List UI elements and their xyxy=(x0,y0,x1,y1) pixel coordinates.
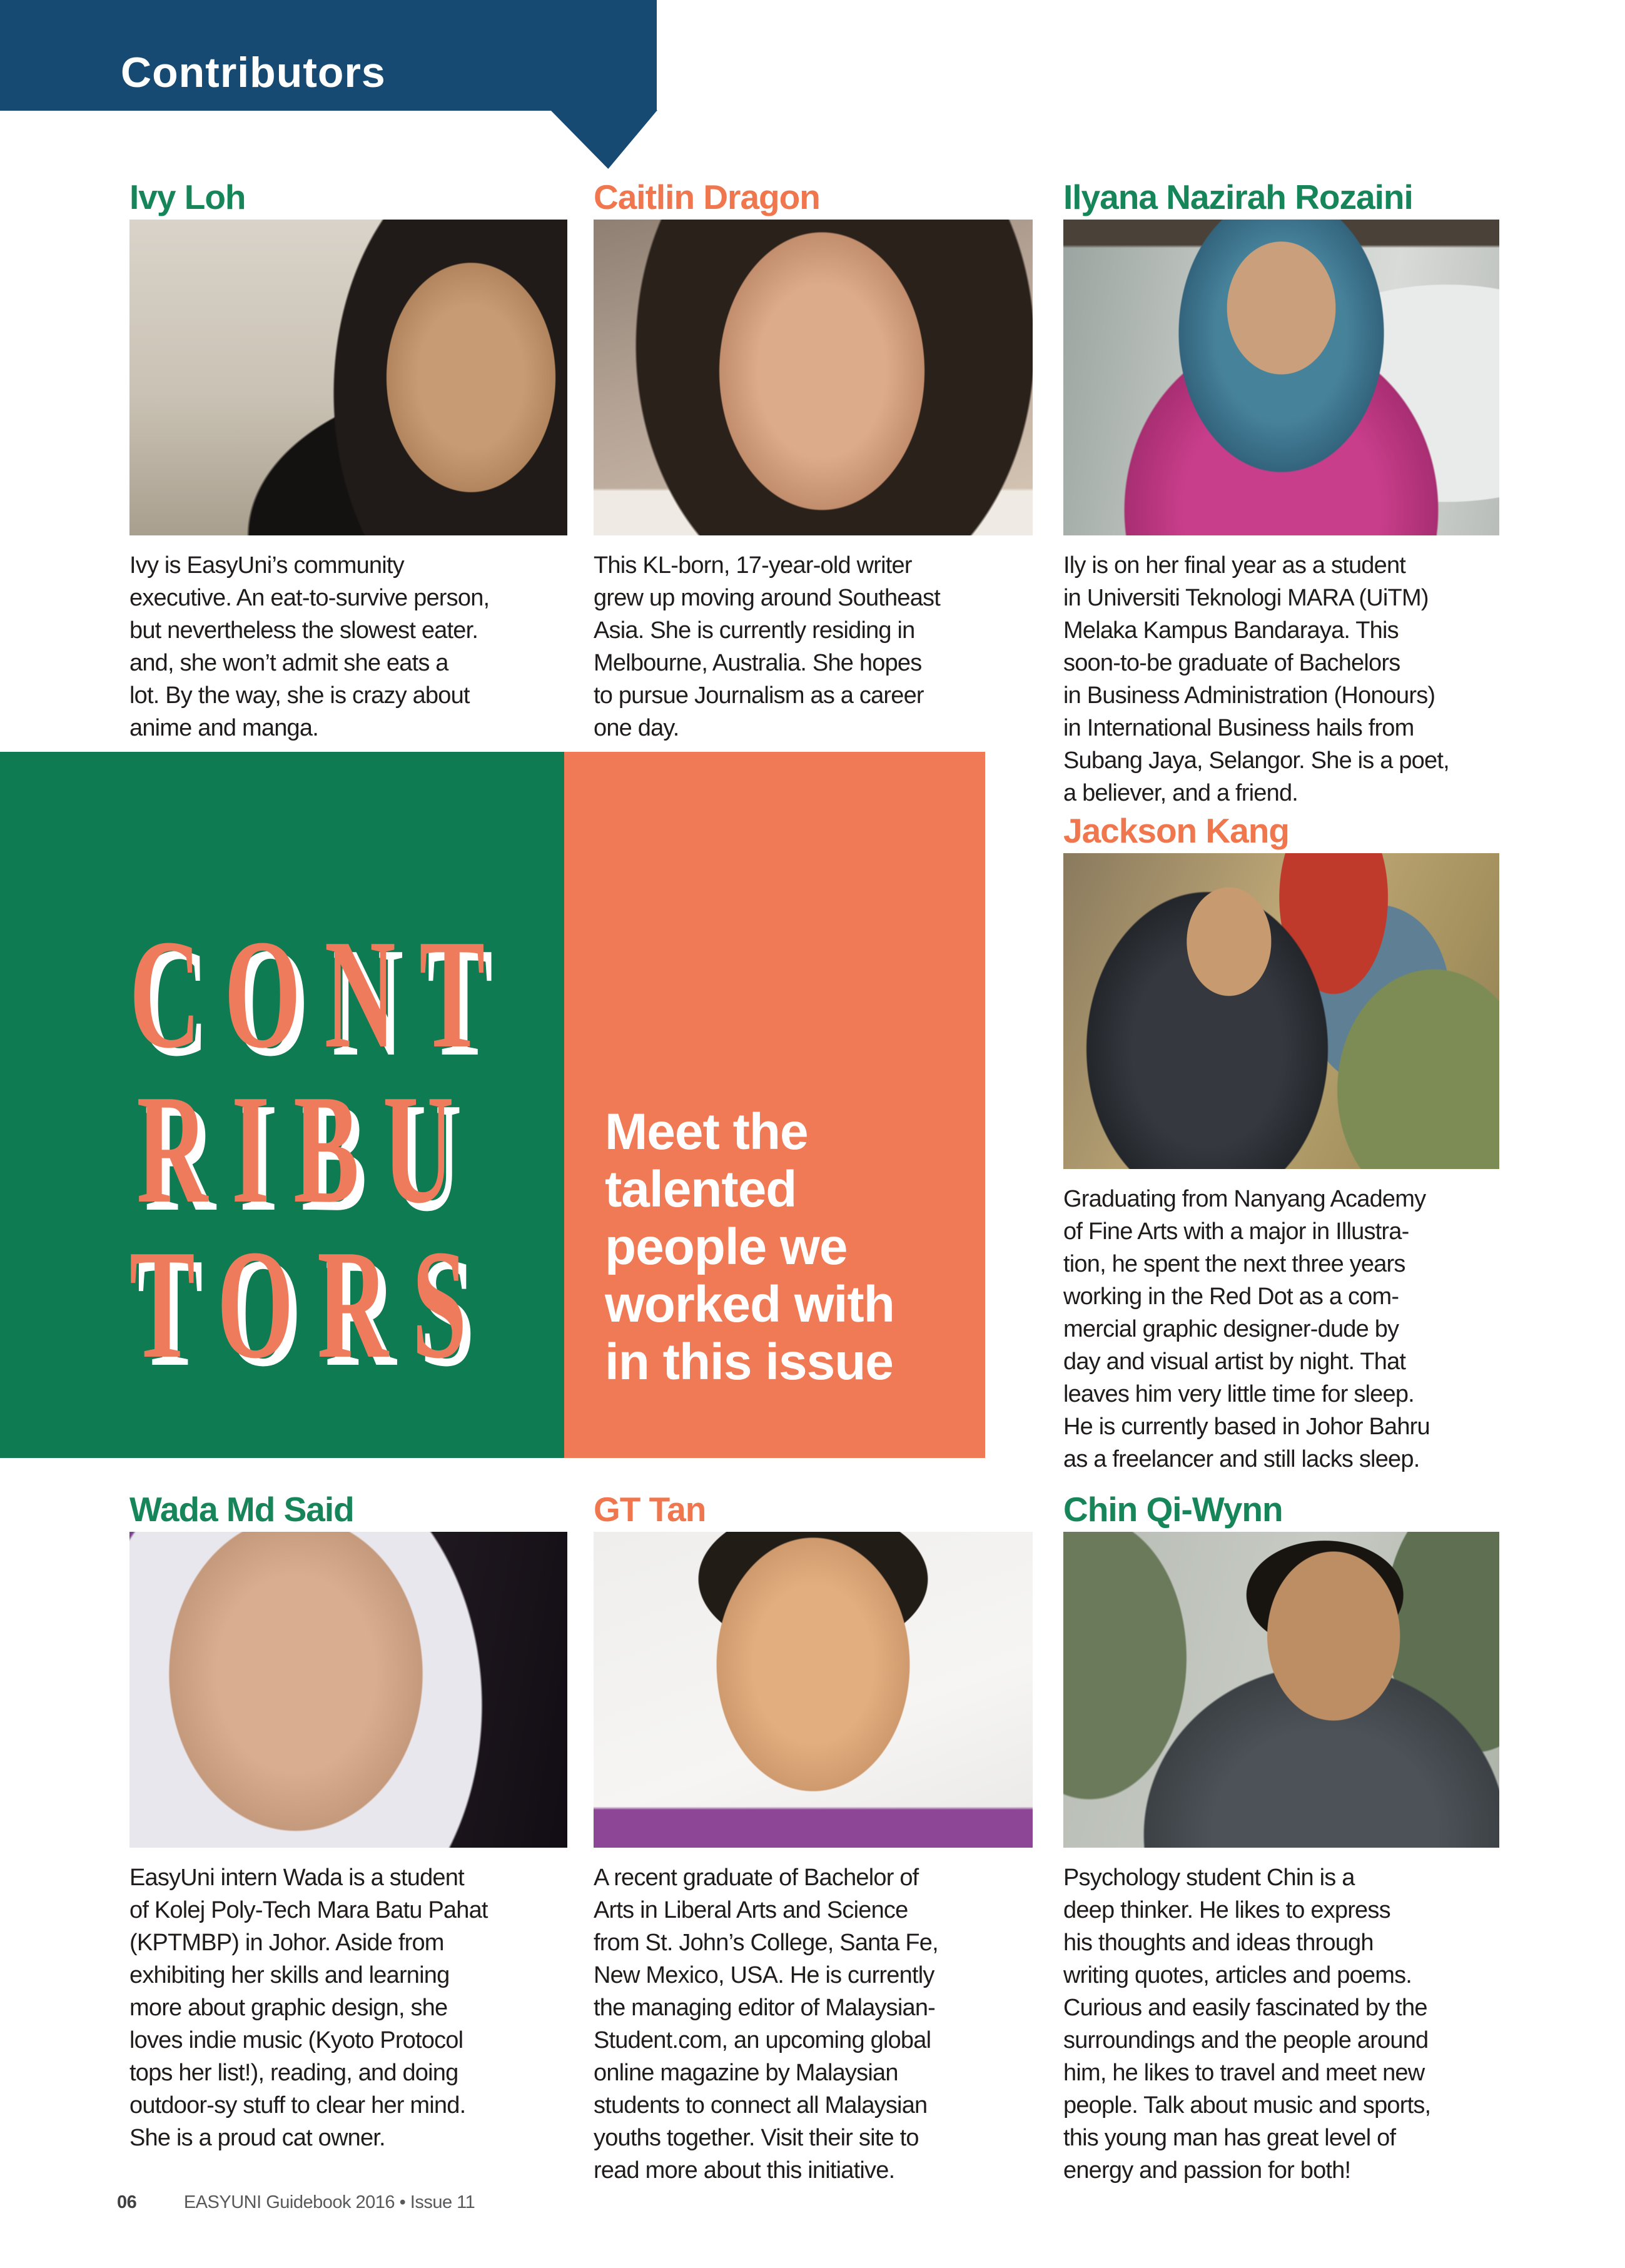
bio-line: Arts in Liberal Arts and Science xyxy=(594,1897,908,1923)
bio-line: Student.com, an upcoming global xyxy=(594,2027,931,2053)
bio-line: tops her list!), reading, and doing xyxy=(129,2060,458,2086)
bio-line: from St. John’s College, Santa Fe, xyxy=(594,1930,938,1956)
bio-line: tion, he spent the next three years xyxy=(1063,1251,1405,1277)
bio-line: his thoughts and ideas through xyxy=(1063,1930,1374,1956)
contributor-name: GT Tan xyxy=(594,1490,706,1529)
bio-line: executive. An eat-to-survive person, xyxy=(129,585,490,611)
bio-line: online magazine by Malaysian xyxy=(594,2060,898,2086)
contributor-photo xyxy=(1063,853,1499,1169)
bio-line: writing quotes, articles and poems. xyxy=(1063,1962,1412,1988)
footer-text: EASYUNI Guidebook 2016 • Issue 11 xyxy=(183,2192,475,2212)
bio-line: This KL-born, 17-year-old writer xyxy=(594,552,912,579)
bio-line: She is a proud cat owner. xyxy=(129,2125,385,2151)
bio-line: but nevertheless the slowest eater. xyxy=(129,617,478,644)
bio-line: this young man has great level of xyxy=(1063,2125,1396,2151)
bio-line: and, she won’t admit she eats a xyxy=(129,650,448,676)
bio-line: as a freelancer and still lacks sleep. xyxy=(1063,1446,1420,1472)
wordmark-row: TORS xyxy=(129,1218,491,1391)
contributor-card-ivy-loh xyxy=(129,180,567,744)
bio-line: Melaka Kampus Bandaraya. This xyxy=(1063,617,1399,644)
bio-line: in Business Administration (Honours) xyxy=(1063,682,1435,709)
bio-line: of Fine Arts with a major in Illustra- xyxy=(1063,1218,1409,1245)
contributor-card-caitlin-dragon xyxy=(594,180,1033,744)
contributor-photo xyxy=(594,220,1033,535)
bio-line: EasyUni intern Wada is a student xyxy=(129,1865,464,1891)
page-number: 06 xyxy=(117,2192,137,2212)
bio-line: soon-to-be graduate of Bachelors xyxy=(1063,650,1400,676)
contributor-name: Ilyana Nazirah Rozaini xyxy=(1063,178,1413,216)
contributor-bio xyxy=(129,549,567,744)
bio-line: one day. xyxy=(594,715,679,741)
contributors-wordmark xyxy=(0,908,564,1391)
contributor-bio xyxy=(594,1861,1033,2187)
bio-line: Graduating from Nanyang Academy xyxy=(1063,1186,1426,1212)
contributor-card-chin-qi-wynn xyxy=(1063,1492,1499,2187)
bio-line: deep thinker. He likes to express xyxy=(1063,1897,1390,1923)
bio-line: day and visual artist by night. That xyxy=(1063,1349,1406,1375)
contributor-card-wada-md-said xyxy=(129,1492,567,2154)
bio-line: mercial graphic designer-dude by xyxy=(1063,1316,1399,1342)
contributor-bio xyxy=(1063,1861,1499,2187)
contributor-photo xyxy=(1063,220,1499,535)
contributor-name: Chin Qi-Wynn xyxy=(1063,1490,1283,1529)
bio-line: to pursue Journalism as a career xyxy=(594,682,924,709)
tagline-line: talented xyxy=(605,1161,797,1218)
bio-line: youths together. Visit their site to xyxy=(594,2125,919,2151)
bio-line: more about graphic design, she xyxy=(129,1995,448,2021)
tagline-line: people we xyxy=(605,1218,848,1275)
contributor-name: Caitlin Dragon xyxy=(594,178,820,216)
tagline-line: in this issue xyxy=(605,1334,893,1390)
bio-line: Ivy is EasyUni’s community xyxy=(129,552,404,579)
page-footer xyxy=(117,2192,475,2213)
contributor-card-ilyana-nazirah-rozaini xyxy=(1063,180,1499,809)
contributor-card-gt-tan xyxy=(594,1492,1033,2187)
bio-line: Ily is on her final year as a student xyxy=(1063,552,1406,579)
contributor-name: Jackson Kang xyxy=(1063,811,1289,850)
tagline-line: Meet the xyxy=(605,1103,808,1160)
bio-line: of Kolej Poly-Tech Mara Batu Pahat xyxy=(129,1897,488,1923)
bio-line: a believer, and a friend. xyxy=(1063,780,1298,806)
contributor-bio xyxy=(1063,549,1499,809)
header-banner xyxy=(0,0,657,111)
bio-line: Asia. She is currently residing in xyxy=(594,617,915,644)
contributor-name: Ivy Loh xyxy=(129,178,246,216)
bio-line: loves indie music (Kyoto Protocol xyxy=(129,2027,463,2053)
bio-line: working in the Red Dot as a com- xyxy=(1063,1283,1399,1310)
bio-line: him, he likes to travel and meet new xyxy=(1063,2060,1425,2086)
bio-line: outdoor-sy stuff to clear her mind. xyxy=(129,2092,466,2119)
wordmark-row: RIBU xyxy=(136,1063,478,1236)
contributors-wordmark-block xyxy=(0,752,564,1458)
bio-line: the managing editor of Malaysian- xyxy=(594,1995,936,2021)
bio-line: leaves him very little time for sleep. xyxy=(1063,1381,1414,1407)
contributor-bio xyxy=(1063,1183,1499,1476)
tagline-line: worked with xyxy=(605,1276,894,1333)
tagline-block xyxy=(564,752,985,1458)
contributor-photo xyxy=(1063,1532,1499,1848)
bio-line: New Mexico, USA. He is currently xyxy=(594,1962,934,1988)
bio-line: A recent graduate of Bachelor of xyxy=(594,1865,919,1891)
bio-line: anime and manga. xyxy=(129,715,318,741)
contributor-photo xyxy=(594,1532,1033,1848)
bio-line: in International Business hails from xyxy=(1063,715,1414,741)
bio-line: Subang Jaya, Selangor. She is a poet, xyxy=(1063,747,1449,774)
page-title: Contributors xyxy=(121,49,386,96)
contributor-bio xyxy=(594,549,1033,744)
contributor-card-jackson-kang xyxy=(1063,813,1499,1476)
contributor-photo xyxy=(129,220,567,535)
bio-line: in Universiti Teknologi MARA (UiTM) xyxy=(1063,585,1429,611)
bio-line: exhibiting her skills and learning xyxy=(129,1962,450,1988)
banner-tail-decoration xyxy=(550,110,657,169)
bio-line: grew up moving around Southeast xyxy=(594,585,941,611)
bio-line: students to connect all Malaysian xyxy=(594,2092,928,2119)
bio-line: surroundings and the people around xyxy=(1063,2027,1429,2053)
bio-line: He is currently based in Johor Bahru xyxy=(1063,1414,1430,1440)
bio-line: Curious and easily fascinated by the xyxy=(1063,1995,1427,2021)
bio-line: people. Talk about music and sports, xyxy=(1063,2092,1431,2119)
bio-line: energy and passion for both! xyxy=(1063,2157,1351,2184)
bio-line: read more about this initiative. xyxy=(594,2157,895,2184)
contributor-bio xyxy=(129,1861,567,2154)
bio-line: Melbourne, Australia. She hopes xyxy=(594,650,922,676)
wordmark-row: CONT xyxy=(129,908,509,1081)
bio-line: Psychology student Chin is a xyxy=(1063,1865,1355,1891)
contributor-photo xyxy=(129,1532,567,1848)
tagline-text xyxy=(605,1103,894,1391)
bio-line: (KPTMBP) in Johor. Aside from xyxy=(129,1930,444,1956)
contributor-name: Wada Md Said xyxy=(129,1490,354,1529)
bio-line: lot. By the way, she is crazy about xyxy=(129,682,470,709)
